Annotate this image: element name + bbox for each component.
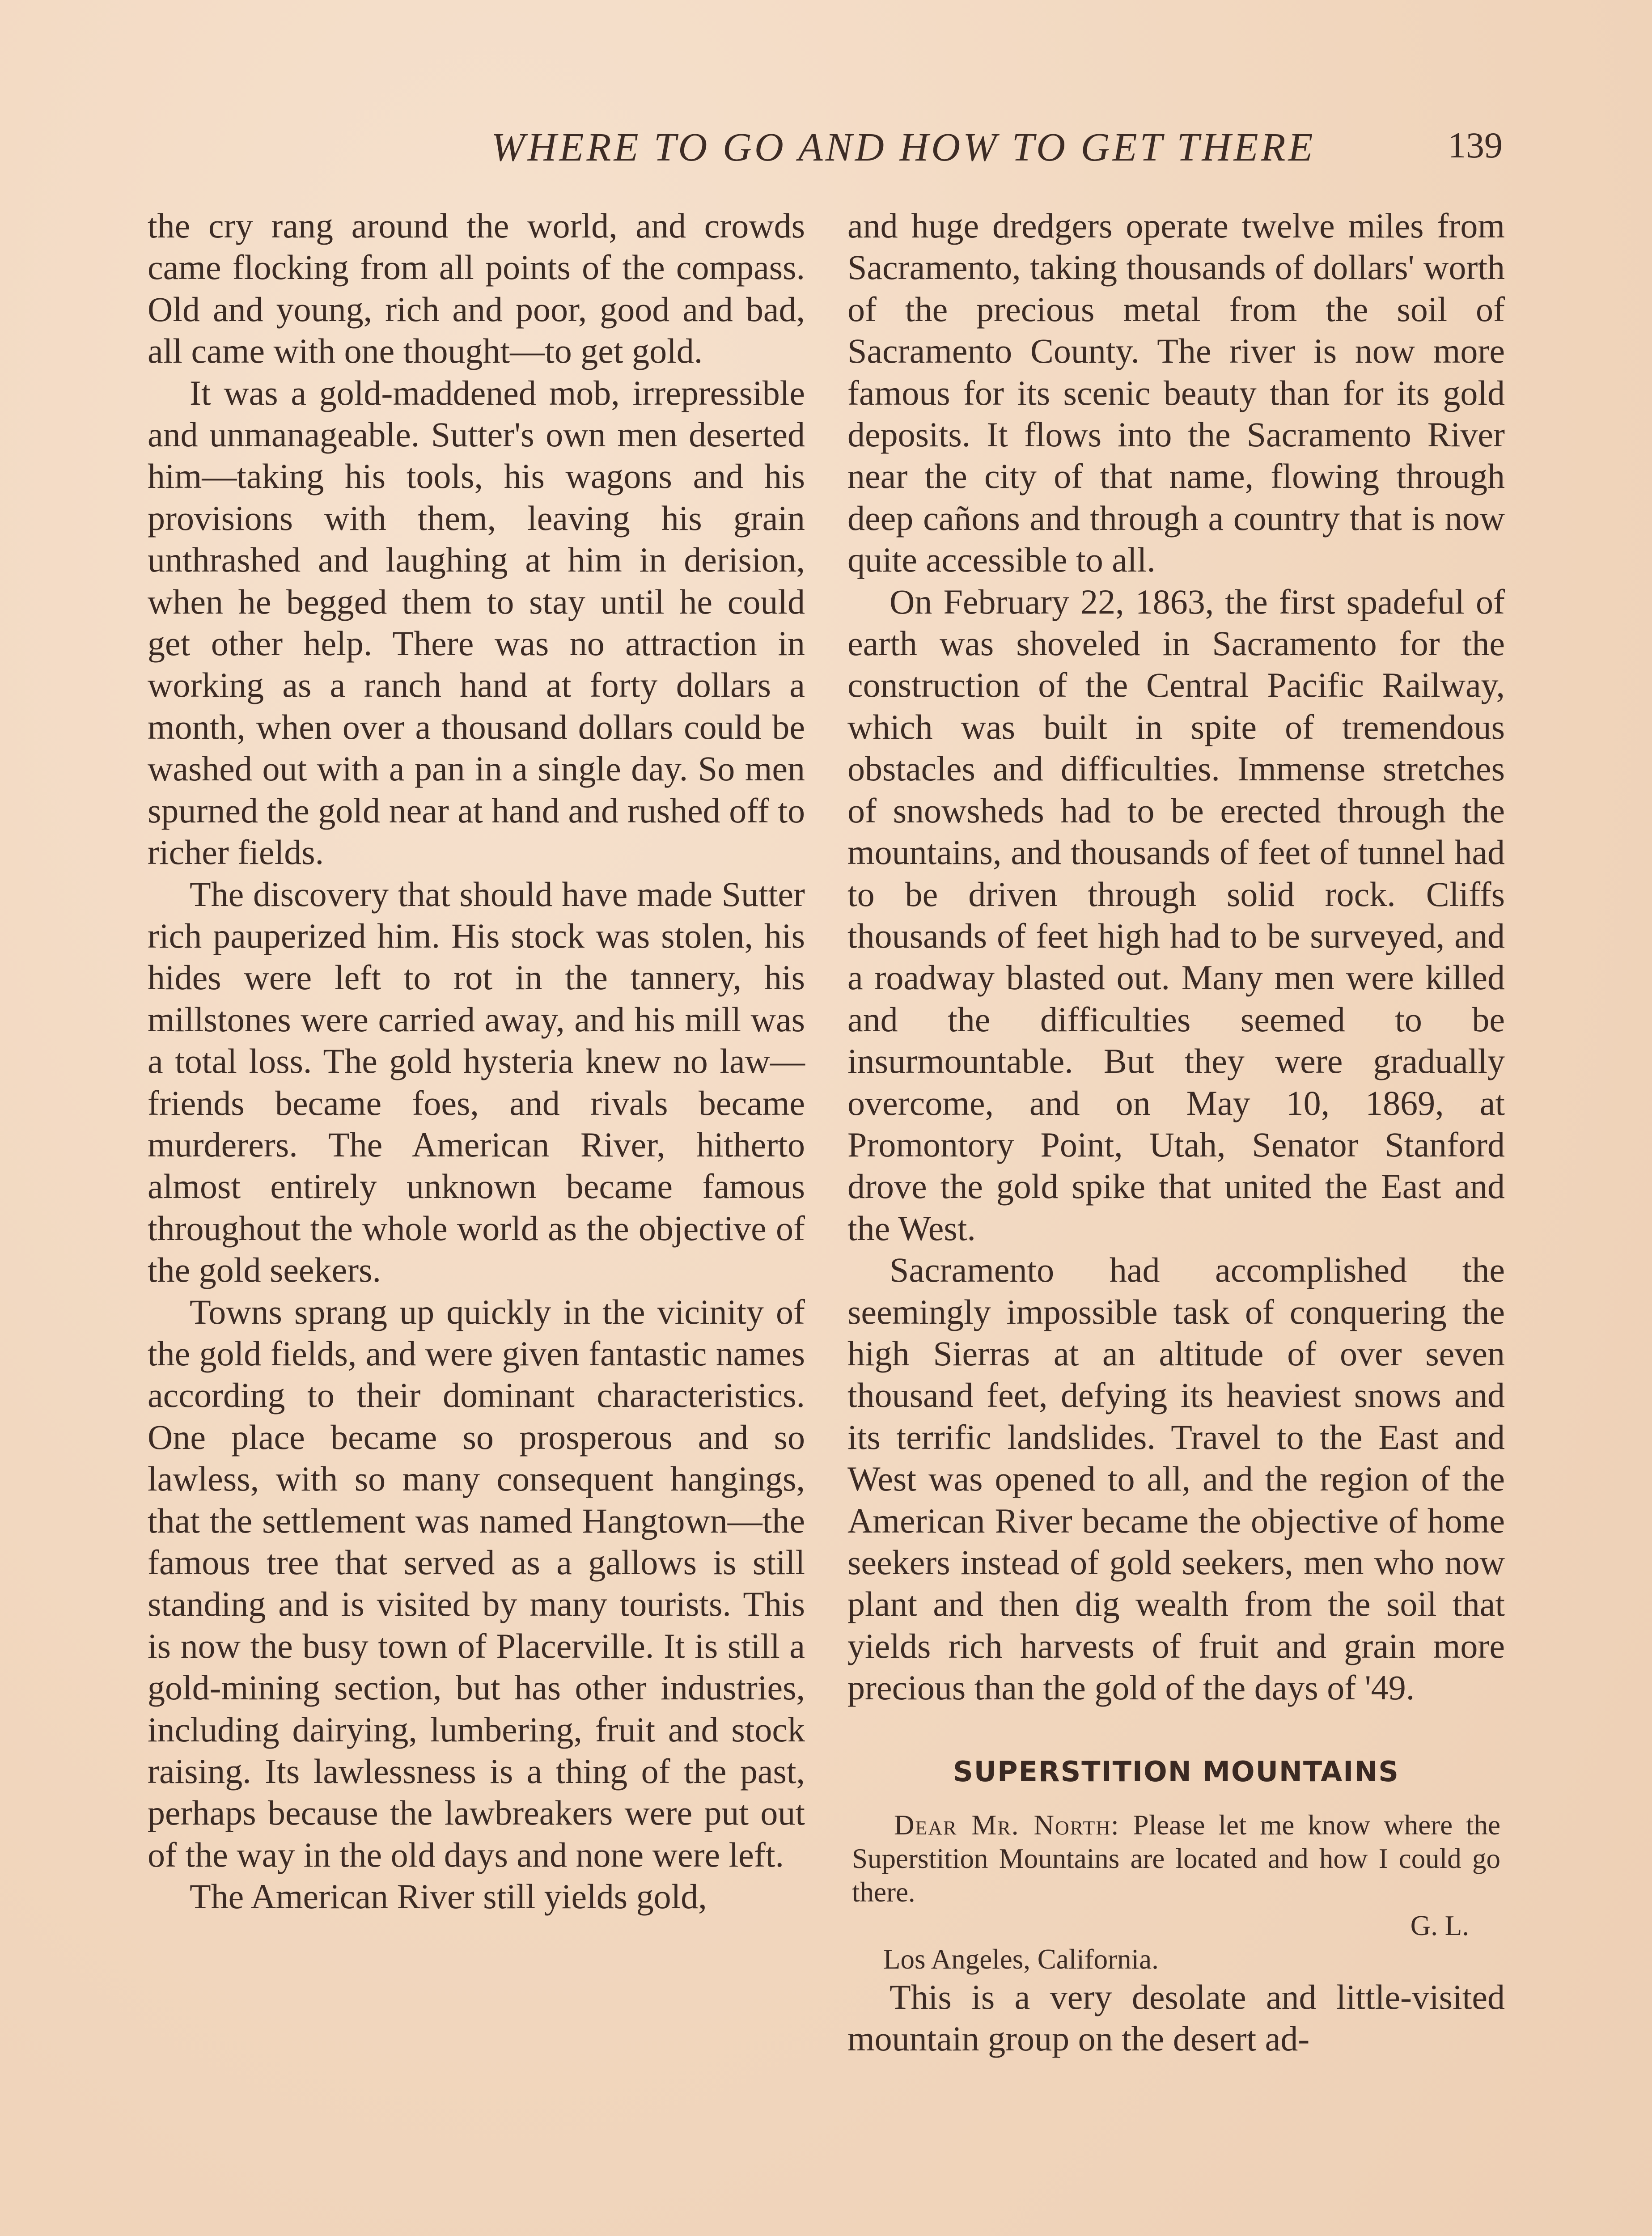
paragraph: On February 22, 1863, the first spadeful of earth was shoveled in Sacramento for the construction of the Central Pacific Railway, which was built in spite of tremendous obstacles and difficulties. Immense stretches of snowsheds had to be erected through the mountains, and thousands of feet of tunnel had to be driven through solid rock. Cliffs thousands of feet high had to be surveyed, and a roadway blasted out. Many men were killed and the difficulties seemed to be insurmountable. But they were gradually overcome, and on May 10, 1869, at Promontory Point, Utah, Senator Stanford drove the gold spike that united the East and the West. (847, 582, 1505, 1248)
running-title: WHERE TO GO AND HOW TO GET THERE (491, 125, 1316, 169)
paragraph: This is a very desolate and little-visited mountain group on the desert ad- (847, 1978, 1505, 2058)
paragraph: the cry rang around the world, and crowds came flocking from all points of the compass. Old and young, rich and poor, good and bad, all came with one thought—to get gold. (148, 206, 805, 371)
letter-salutation: Dear Mr. North: (894, 1809, 1120, 1841)
paragraph: Towns sprang up quickly in the vicinity of the gold fields, and were given fantastic names according to their dominant characteristics. One place became so prosperous and so lawless, with so many consequent hangings, that the settlement was named Hangtown—the famous tree that served as a gallows is still standing and is visited by many tourists. This is now the busy town of Placerville. It is still a gold-mining section, but has other industries, including dairying, lumbering, fruit and stock raising. Its lawlessness is a thing of the past, perhaps because the lawbreakers were put out of the way in the old days and none were left. (148, 1292, 805, 1874)
section-heading: SUPERSTITION MOUNTAINS (953, 1755, 1399, 1788)
letter-initials: G. L. (1410, 1910, 1469, 1942)
paragraph: Sacramento had accomplished the seemingly impossible task of conquering the high Sierras at an altitude of over seven thousand feet, defying its heaviest snows and its terrific landslides. Travel to the East and West was opened to all, and the region of the American River became the objective of home seekers instead of gold seekers, men who now plant and then dig wealth from the soil that yields rich harvests of fruit and grain more precious than the gold of the days of '49. (847, 1250, 1505, 1707)
letter-place: Los Angeles, California. (883, 1944, 1159, 1975)
letter-signature-row (852, 1909, 1500, 1943)
page-header (143, 124, 1503, 187)
letter-body: Please let me know where the Superstition Mountains are located and how I could go there. (852, 1809, 1500, 1908)
page-number: 139 (1448, 125, 1503, 165)
paragraph: The American River still yields gold, (190, 1877, 707, 1916)
paragraph: The discovery that should have made Sutter rich pauperized him. His stock was stolen, his hides were left to rot in the tannery, his millstones were carried away, and his mill was a total loss. The gold hysteria knew no law—friends became foes, and rivals became murderers. The American River, hitherto almost entirely unknown became famous throughout the whole world as the objective of the gold seekers. (148, 874, 805, 1290)
reader-letter (847, 1808, 1505, 1976)
paragraph: and huge dredgers operate twelve miles from Sacramento, taking thousands of dollars' worth of the precious metal from the soil of Sacramento County. The river is now more famous for its scenic beauty than for its gold deposits. It flows into the Sacramento River near the city of that name, flowing through deep cañons and through a country that is now quite accessible to all. (847, 206, 1505, 580)
right-column (847, 205, 1505, 2060)
left-column (148, 205, 805, 1918)
paragraph: It was a gold-maddened mob, irrepressible and unmanageable. Sutter's own men deserted him—taking his tools, his wagons and his provisions with them, leaving his grain unthrashed and laughing at him in derision, when he begged them to stay until he could get other help. There was no attraction in working as a ranch hand at forty dollars a month, when over a thousand dollars could be washed out with a pan in a single day. So men spurned the gold near at hand and rushed off to richer fields. (148, 373, 805, 872)
